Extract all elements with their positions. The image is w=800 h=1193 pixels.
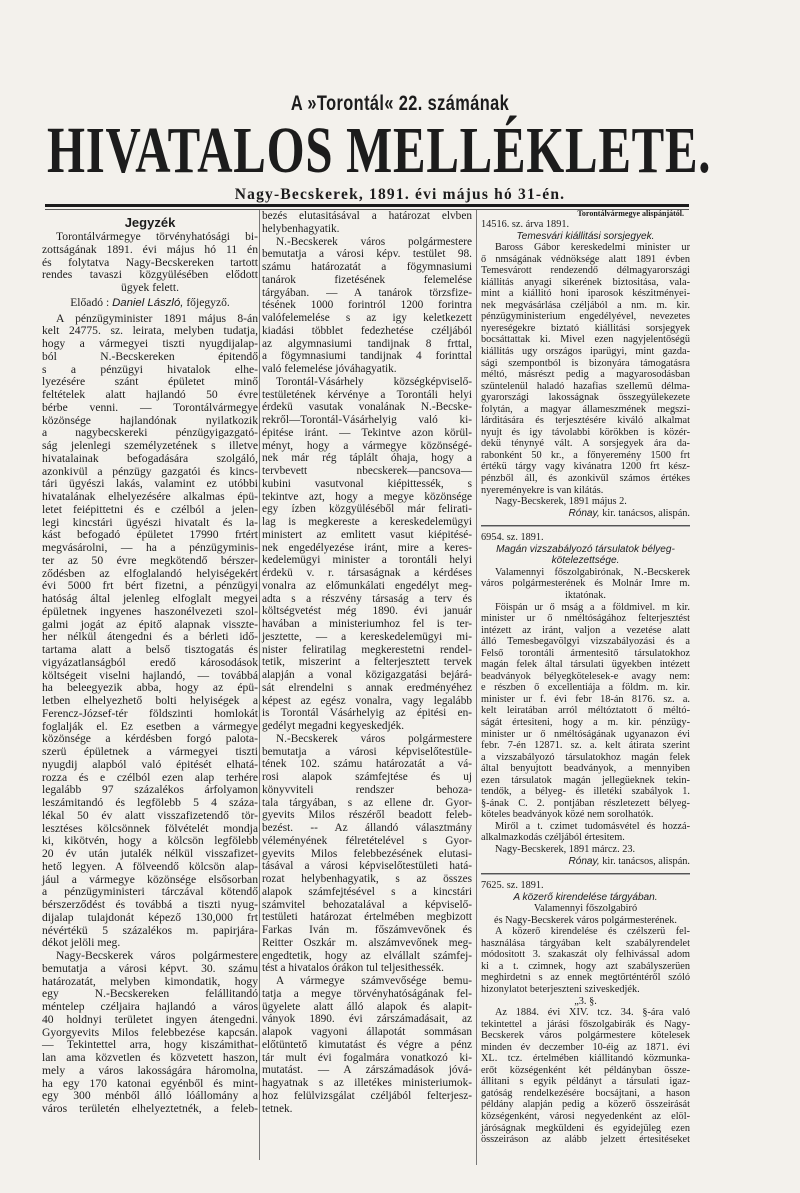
byline <box>42 297 258 310</box>
paragraph <box>42 231 258 295</box>
paragraph-line: is Torontál Vásárhelyig az épitési en- <box>262 707 472 720</box>
paragraph-line: pénzből áll, és azonkivül számos értékes <box>481 473 690 485</box>
paragraph-line: Baross Gábor kereskedelmi minister ur <box>495 242 690 254</box>
paragraph-line: nister feliratilag megkerestetni rendel- <box>262 643 472 656</box>
masthead-dateline: Nagy-Becskerek, 1891. évi május hó 31-én. <box>234 186 566 203</box>
article-title-text: Magán vizszabályozó társulatok bélyeg- <box>496 543 675 555</box>
paragraph-line: álló Temesbegavölgyi vizszabályozási és a <box>481 636 690 648</box>
section-heading: Jegyzék <box>124 215 176 230</box>
paragraph-line: tatja a megye törvényhatóságának fel- <box>262 987 472 1000</box>
paragraph-line: adta s a részvény társaság a terv és <box>262 592 472 605</box>
paragraph-line: lyezésére szánt épületet minő <box>42 375 258 389</box>
paragraph-line: tekintettel a járási főszolgabirák és Nagy- <box>481 1018 690 1030</box>
column-divider <box>476 210 477 1165</box>
column-3 <box>481 208 690 1146</box>
paragraph-line: letben elhelyezhető bolti helyiségek a <box>42 694 258 707</box>
paragraph-line: foglalják el. Ez esetben a vármegye <box>42 719 258 733</box>
paragraph-line: testületének kérvénye a Torontáli helyi <box>262 388 472 401</box>
paragraph-line: 40 holdnyi területet ingyen átengedni. <box>42 1012 258 1026</box>
paragraph <box>262 236 472 376</box>
paragraph-line: pénzügyministerium engedélyével, nevezetes <box>481 311 690 323</box>
paragraph-line: — Tekintettel arra, hogy kiszámithat- <box>42 1038 258 1052</box>
paragraph-line: Torontál-Vásárhely községképviselő- <box>276 375 472 388</box>
masthead-rule <box>45 204 689 207</box>
paragraph-line: Torontálvármegye törvényhatósági bi- <box>56 230 258 243</box>
paragraph-line: sági szempontból is bizonyára támogatásra <box>481 357 690 369</box>
article-title <box>481 544 690 556</box>
paragraph <box>481 602 690 821</box>
masthead-title-wrap <box>47 114 712 187</box>
paragraph-line: és folytatva Nagy-Becskereken tartott <box>42 255 258 269</box>
paragraph-line: bezés elutasitásával a határozat elvben <box>262 210 472 222</box>
paragraph <box>262 210 472 236</box>
paragraph-line: ság jelenlegi személyzetének s illetve <box>42 439 258 452</box>
column-1 <box>42 212 258 1116</box>
paragraph-line: ő nmságának védnöksége alatt 1891 évben <box>481 253 690 265</box>
paragraph-line: nyereségekre biztató kiállitási sorsjegyek <box>481 322 690 334</box>
paragraph-line: lárditására és terjesztésére kiváló alkalmat <box>481 415 690 427</box>
paragraph-line: tésének 1000 forintról 1200 forintra <box>262 299 472 312</box>
paragraph-line: minden év deczember 10-éig az 1871. évi <box>481 1041 690 1053</box>
paragraph-line: lesztéses kölcsönnek fölvételét mondja <box>42 821 258 835</box>
article-title <box>481 231 690 243</box>
paragraph-line: tanárok fizetésének felemelése <box>262 273 472 286</box>
place-date: Nagy-Becskerek, 1891 márcz. 23. <box>495 843 636 855</box>
paragraph-line: hizonylatot beterjeszteni sziveskedjék. <box>481 984 640 995</box>
paragraph-line: alapján a vonal közigazgatási bejárá- <box>262 669 472 681</box>
paragraph-line: e részben ő excellentiája a földm. m. kir. <box>481 682 690 694</box>
paragraph-line: határozatát, melyben kimondatik, hogy <box>42 974 258 988</box>
paragraph-line: állitani s egyik példányt a társulati igaz- <box>481 1076 690 1088</box>
paragraph-line: meghirdetni s az ennek megtörténtéről szóló <box>481 972 690 984</box>
paragraph <box>481 821 690 844</box>
paragraph-line: dekü ténynyé vált. A sorsjegyek ára da- <box>481 438 690 450</box>
paragraph-line: tári ügyészi lakás, valamint ez utóbbi <box>42 477 258 491</box>
paragraph-line: folytán, a magyar állameszmének megszi- <box>481 403 690 415</box>
paragraph-line: összeiráson az alább jelzett értesitéseket <box>481 1134 690 1146</box>
paragraph-line: bemutatja a városi képv. testület 98. <box>262 248 472 261</box>
paragraph-line: város területén elhelyeztetnék, a feleb- <box>42 1102 258 1115</box>
paragraph-line: her nélkül átengedni és a bérleti idő- <box>42 630 258 644</box>
paragraph-line: számu határozatát a fögymnasiumi <box>262 261 472 273</box>
paragraph-line: ha beleegyezik abba, hogy az épü- <box>42 681 258 695</box>
paragraph-line: ezen társulatok magán jellegüeknek tekin- <box>481 774 690 786</box>
paragraph-line: leszámitandó és legfölebb 5 4 száza- <box>42 796 258 809</box>
paragraph-line: Miről a t. czimet tudomásvétel és hozzá- <box>495 820 690 832</box>
person-title: kir. tanácsos, alispán. <box>599 855 690 867</box>
paragraph-line: minister ur ő nméltóságának ugyanazon évi <box>481 728 690 740</box>
paragraph-line: épitése iránt. — Tekintve azon körül- <box>262 426 472 439</box>
paragraph-line: egy N.-Becskereken felállitandó <box>42 987 258 1001</box>
paragraph-line: méntelep czéljaira hajlandó a város <box>42 1000 258 1013</box>
source-label: Torontálvármegye alispánjától. <box>577 209 684 218</box>
paragraph <box>481 926 690 995</box>
paragraph <box>42 313 258 951</box>
paragraph-line: előtüntető kimutatást és végre a pénz <box>262 1038 472 1051</box>
article-title-text: Temesvári kiállitási sorsjegyek. <box>516 230 655 242</box>
paragraph-line: ményt, hogy a vármegye közönségé- <box>262 439 472 452</box>
place-date: Nagy-Becskerek, 1891 május 2. <box>495 496 627 508</box>
paragraph-line: A vármegye számvevősége bemu- <box>276 975 472 987</box>
paragraph-line: közönsége a kérdésben forgó palota- <box>42 732 258 746</box>
masthead-supertitle: A »Torontál« 22. számának <box>290 92 510 115</box>
paragraph <box>481 567 690 602</box>
paragraph-line: köteles beadványok közé nem sorolhatók. <box>481 809 654 821</box>
paragraph-line: a pénzügyministeri tárczával kötendő <box>42 885 258 899</box>
paragraph-line: ságát értesiteni, hogy a m. kir. pénzügy- <box>481 716 690 728</box>
paragraph-line: kelt leiratában arról méltóztatott ő méltó- <box>481 705 690 717</box>
signature <box>481 856 690 868</box>
paragraph-line: mint a kiállitó honi iparosok készitményei- <box>481 288 690 300</box>
centered-line: és Nagy-Becskerek város polgármesterének. <box>494 914 677 926</box>
paragraph-line: ződésben az elfoglalandó helyiségekért <box>42 566 258 580</box>
paragraph-line: példány alapján pedig a közerő összeirását <box>481 1099 690 1111</box>
person-title: főjegyző. <box>183 295 230 309</box>
paragraph-line: tala tárgyában, s az ellene dr. Gyor- <box>262 796 472 809</box>
paragraph-line: A pénzügyminister 1891 május 8-án <box>56 311 258 325</box>
section-divider <box>481 873 690 875</box>
paragraph-line: nyujt és igy távolabbi körökben is közér- <box>481 426 690 438</box>
paragraph-line: §-ának C. 2. pontjában részletezett bélyeg- <box>481 797 690 809</box>
paragraph <box>42 950 258 1116</box>
paragraph-line: bemutatja a városi képvt. 30. számu <box>42 961 258 975</box>
paragraph-line: hogy a vármegyei tiszti nyugdijalap- <box>42 337 258 350</box>
paragraph-line: könyvviteli rendszer behoza- <box>262 783 472 796</box>
paragraph-line: havában a ministeriumhoz fel is ter- <box>262 618 472 630</box>
paragraph-line: kást befogadó épületet 17990 frtért <box>42 528 258 542</box>
centered-line: Valamennyi főszolgabiró <box>533 903 638 915</box>
paragraph-line: Farkas Iván m. főszámvevőnek és <box>262 924 472 936</box>
paragraph-line: lan ama közvetlen és közvetett haszon, <box>42 1051 258 1064</box>
paragraph-line: ügyelete alatt álló alapok és alapit- <box>262 1000 472 1013</box>
paragraph-line: legalább 97 százalékos árfolyamon <box>42 783 258 797</box>
paragraph-line: magán felek által társulati ügyekben intézett <box>481 659 690 671</box>
paragraph-line: kelt 24775. sz. leirata, melyben tudatja, <box>42 324 258 338</box>
paragraph-line: kiállitás ugy országos iparügyi, mint gazda- <box>481 346 690 358</box>
paragraph-line: minister ur ő nméltóságához felterjesztést <box>481 613 690 625</box>
paragraph-line: névértékü 5 százalékos m. papirjára- <box>42 923 258 937</box>
paragraph-line: helybenhagyatik. <box>262 222 340 235</box>
paragraph <box>262 376 472 733</box>
paragraph-line: épületnek ingyenes haszonélvezeti szol- <box>42 604 258 618</box>
paragraph-line: Becskerek város polgármestere kötelesek <box>481 1030 690 1042</box>
paragraph-line: ha egy 170 katonai egyénből és mint- <box>42 1076 258 1090</box>
paragraph-line: rosi alapok számfejtése és uj <box>262 771 472 783</box>
paragraph-line: gatóság rendelkezésére bocsájtani, a hason <box>481 1087 690 1099</box>
paragraph-line: nek engedélyezése iránt, mire a keres- <box>262 541 472 554</box>
paragraph-line: nek már rég táplált óhaja, hogy a <box>262 452 472 465</box>
paragraph-line: sát elrendelni s annak eredményéhez <box>262 681 472 694</box>
paragraph-line: 20 év után jutalék nélkül visszafizet- <box>42 847 258 860</box>
paragraph-line: A közerő kirendelése és czélszerü fel- <box>495 926 690 938</box>
paragraph-line: valófelemelése s az igy keletkezett <box>262 312 472 324</box>
paragraph-line: hivatalainak befogadására szolgáló, <box>42 451 258 465</box>
paragraph-line: gyarországi lakosságnak összegyülekezete <box>481 392 690 404</box>
paragraph-line: képest az egész vonalra, vagy legalább <box>262 694 472 707</box>
paragraph-line: dijalap tulajdonát képező 130,000 frt <box>42 910 258 924</box>
article-title-text: A közerő kirendelése tárgyában. <box>513 891 658 903</box>
paragraph-line: N.-Becskerek város polgármestere <box>276 732 472 745</box>
paragraph-line: költségvetést még 1890. évi január <box>262 605 472 618</box>
paragraph-line: egy 300 ménből álló lóállomány a <box>42 1089 258 1103</box>
paragraph-line: hatóság által jelenleg elfoglalt megyei <box>42 592 258 605</box>
paragraph-line: rozat helybenhagyatik, s az összes <box>262 873 472 885</box>
paragraph-line: az algymnasiumi tandijnak 8 frttal, <box>262 337 472 350</box>
paragraph-line: érdekü vasutak vonalának N.-Becske- <box>262 401 472 414</box>
paragraph-line: való felemelése jóváhagyatik. <box>262 363 397 375</box>
paragraph-line: vigyázatlanságból eredő károsodások <box>42 655 258 669</box>
paragraph-line: legi kincstári ügyészi hivatalt és la- <box>42 515 258 529</box>
paragraph-line: gedélyt megadni kegyeskedjék. <box>262 720 405 732</box>
paragraph-line: szüntelenül haladó hazafias szellemü délma- <box>481 380 690 392</box>
centered-line: „3. §. <box>574 995 597 1007</box>
paragraph-line: a vizszabályozó társulatokhoz magán felek <box>481 751 690 763</box>
paragraph-line: tervbevett nbecskerek—pancsova— <box>262 465 472 477</box>
paragraph-line: engedtetik, hogy az elvállalt számfej- <box>262 949 472 962</box>
paragraph-line: Valamennyi főszolgabirónak, N.-Becskerek <box>495 566 690 578</box>
paragraph-line: véleményének félretételével s Gyor- <box>262 834 472 847</box>
article-title <box>481 892 690 904</box>
paragraph-line: nyugdij alapból való épitését elhatá- <box>42 757 258 771</box>
paragraph-line: nek megvásárlása czéljából a nm. m. kir. <box>481 299 690 311</box>
paragraph-line: a fögymnasiumi tandijnak 4 forinttal <box>262 350 472 363</box>
paragraph-line: febr. 7-én 12871. sz. a. kelt átirata szerint <box>481 740 690 752</box>
paragraph-line: a nagybecskereki pénzügyigazgató- <box>42 426 258 440</box>
reference-number: 14516. sz. árva 1891. <box>481 219 570 230</box>
paragraph-line: lag is megkereste a kereskedelemügyi <box>262 516 472 528</box>
paragraph-line: bérszerződést és továbbá a tiszti nyug- <box>42 898 258 911</box>
person-name: Rónay, <box>568 507 600 519</box>
paragraph-line: tetik, miszerint a felterjesztett tervek <box>262 656 472 669</box>
paragraph-line: ból N.-Becskereken épitendő <box>42 349 258 363</box>
paragraph-line: kiállitás anyagi sikerének biztositása, vala- <box>481 276 690 288</box>
paragraph-line: bérbe venni. — Torontálvármegye <box>42 400 258 414</box>
signature <box>481 508 690 520</box>
paragraph-line: hivatalának elhelyezésére alkalmas épü- <box>42 490 258 503</box>
article-title-text: kötelezettsége. <box>551 555 620 567</box>
paragraph-line: tést a hivatalos órákon tul teljesithessék. <box>262 962 444 975</box>
paragraph-line: Ferencz-József-tér földszinti homlokát <box>42 706 258 720</box>
paragraph <box>262 975 472 1115</box>
paragraph-line: községenként, városi negyedenként az elöl- <box>481 1111 690 1123</box>
paragraph-line: számvitel behozatalával a képviselő- <box>262 898 472 911</box>
person-name: Daniel László, <box>112 296 184 309</box>
paragraph-line: évi 5000 frt bért fizetni, a pénzügyi <box>42 579 258 593</box>
paragraph-line: jesztette, — a kereskedelemügyi mi- <box>262 630 472 643</box>
paragraph-line: s a pénzügyi hivatalok elhe- <box>42 362 258 376</box>
paragraph-line: N.-Becskerek város polgármestere <box>276 235 472 248</box>
paragraph-line: minister ur f. évi febr 18-án 8176. sz. a. <box>481 693 690 705</box>
paragraph-line: által benyujtott beadványok, a mennyiben <box>481 763 690 775</box>
paragraph-line: feltételek alatt hajlandó 50 évre <box>42 388 258 401</box>
paragraph-line: mutatást. — A zárszámadások jóvá- <box>262 1064 472 1077</box>
paragraph-line: hagyatnak s az illetékes ministeriumok- <box>262 1077 472 1089</box>
paragraph-line: testületi határozat értelmében megbizott <box>262 911 472 924</box>
paragraph-line: tekintve azt, hogy a megye közönsége <box>262 490 472 503</box>
paragraph-line: Föispán ur ő mság a a földmivel. m kir. <box>495 601 690 613</box>
paragraph-line: alkalmazkodás czéljából értesitem. <box>481 832 625 844</box>
paragraph-line: ügyek felett. <box>121 281 179 294</box>
paragraph-line: rabonként 50 kr., a főnyeremény 1500 frt <box>481 449 690 461</box>
paragraph-line: gyevits Milos felebbezésének elutasi- <box>262 847 472 860</box>
paragraph-line: gyevits Milos részéről beadott feleb- <box>262 809 472 822</box>
paragraph-line: alapok számfejtésével s a kincstári <box>262 885 472 898</box>
person-title: kir. tanácsos, alispán. <box>599 507 690 519</box>
paragraph-line: alapok vagyoni állapotát sommásan <box>262 1026 472 1038</box>
paragraph-line: méltó, másrészt pedig a magyarosodásban <box>481 369 690 381</box>
paragraph-line: kubini vasutvonal kiépittessék, s <box>262 477 472 490</box>
paragraph-line: Temesvárott rendezendő délmagyarországi <box>481 265 690 277</box>
paragraph-line: rekről—Torontál-Vásárhelyig való ki- <box>262 414 472 426</box>
paragraph-line: Reitter Oszkár m. alszámvevőnek meg- <box>262 936 472 949</box>
paragraph-line: dékot jelöli meg. <box>42 936 121 950</box>
paragraph-line: Felső torontáli ármentesitő társulatokhoz <box>481 647 690 659</box>
paragraph-line: jául a vármegye közönsége elsősorban <box>42 872 258 886</box>
paragraph-line: letet feiépittetni és e czélból a jelen- <box>42 502 258 516</box>
paragraph <box>481 242 690 496</box>
paragraph-line: tetnek. <box>262 1102 293 1115</box>
paragraph-line: iktatónak. <box>565 589 606 601</box>
paragraph-line: lékal 50 év alatt visszafizetendő tör- <box>42 808 258 822</box>
paragraph-line: járóságnak megküldeni és egyidejüleg ezen <box>481 1122 690 1134</box>
person-name: Rónay, <box>568 855 600 867</box>
paragraph-line: galmi jogát az épitő alapnak visszte- <box>42 617 258 631</box>
paragraph-line: tének 102. számu határozatát a vá- <box>262 758 472 771</box>
paragraph-line: város polgármesterének és Molnár Imre m. <box>481 578 690 590</box>
paragraph-line: kiadási többlet fedezhetése czéljából <box>262 324 472 337</box>
paragraph-line: hető legyen. A fölveendő kölcsön alap- <box>42 859 258 873</box>
paragraph-line: ter az 50 évre megkötendő bérszer- <box>42 553 258 567</box>
reference-number: 7625. sz. 1891. <box>481 880 544 892</box>
paragraph-line: ki, kikötvén, hogy a kölcsön legfölebb <box>42 834 258 848</box>
paragraph-line: vonalra az előmunkálati engedélyt meg- <box>262 579 472 592</box>
paragraph-line: érdekü v. r. társaságnak a kérdéses <box>262 567 472 579</box>
paragraph-line: nyereményekre is van kilátás. <box>481 484 604 496</box>
paragraph-line: Nagy-Becskerek város polgármestere <box>56 949 258 962</box>
paragraph-line: hoz felülvizsgálat czéljából felterjesz- <box>262 1089 472 1102</box>
section-divider <box>481 525 690 527</box>
byline-label: Előadó : <box>70 295 113 309</box>
paragraph-line: ványok 1890. évi zárszámadásait, az <box>262 1013 472 1026</box>
paragraph-line: használása tárgyában kelt szabályrendelet <box>481 937 690 949</box>
paragraph-line: szerü épületnek a vármegyei tiszti <box>42 745 258 758</box>
paragraph-line: értékü tárgy vagy kivánatra 1200 frt kész- <box>481 461 690 473</box>
paragraph <box>262 733 472 975</box>
paragraph-line: kedelemügyi minister a torontáli helyi <box>262 554 472 567</box>
article-title <box>481 555 690 567</box>
paragraph-line: ministert az emlitett vasut kiépitésé- <box>262 528 472 541</box>
paragraph-line: tendők, a bélyeg- és illetéki szabályok 1. <box>481 786 690 798</box>
paragraph-line: módositott 3. szakaszát oly felhivással adom <box>481 949 690 961</box>
paragraph-line: intézett az iránt, valjon a vezetése alatt <box>481 624 690 636</box>
masthead-title: HIVATALOS MELLÉKLETE. <box>47 114 712 187</box>
paragraph-line: mely a város lakosságára háromolna, <box>42 1063 258 1077</box>
paragraph-line: XL. tcz. értelmében kiállitandó közmunka- <box>481 1053 690 1065</box>
paragraph-line: bezést. -- Az állandó választmány <box>262 822 472 834</box>
column-2 <box>262 210 472 1115</box>
paragraph-line: azonkivül a pénzügy gazgatói és kincs- <box>42 464 258 478</box>
paragraph-line: tartama alatt a belső tisztogatás és <box>42 643 258 656</box>
paragraph-line: egy ízben közgyüléséből már felirati- <box>262 503 472 516</box>
paragraph-line: tár mult évi fogalmára vonatkozó ki- <box>262 1051 472 1064</box>
column-divider <box>259 210 260 1160</box>
paragraph-line: rendes tavaszi közgyülésében elődott <box>42 268 258 282</box>
paragraph-line: ki a t. czimnek, hogy azt szabályszerüen <box>481 960 690 972</box>
reference-number: 6954. sz. 1891. <box>481 532 544 544</box>
paragraph-line: zottságának 1891. évi május hó 11 én <box>42 242 258 256</box>
paragraph-line: beadványok bélyegkötelesek-e avagy nem: <box>481 670 690 682</box>
paragraph-line: tásával a városi képviselőtestületi hatá- <box>262 860 472 873</box>
paragraph-line: költségeit viselni hajlandó, — továbbá <box>42 668 258 682</box>
paragraph <box>481 1007 690 1146</box>
paragraph-line: erőt községenként két példányban össze- <box>481 1064 690 1076</box>
paragraph-line: tárgyában. — A tanárok törzsfize- <box>262 286 472 299</box>
paragraph-line: rozza és e czélból ezen alap terhére <box>42 770 258 784</box>
paragraph-line: közönsége hajlandónak nyilatkozik <box>42 413 258 427</box>
paragraph-line: bocsáttattak ki. Mivel ezen nagyjelentőségü <box>481 334 690 346</box>
paragraph-line: Gyorgyevits Milos felebbezése kapcsán. <box>42 1025 258 1039</box>
paragraph-line: bemutatja a városi képviselőtestüle- <box>262 745 472 758</box>
paragraph-line: Az 1884. évi XIV. tcz. 34. §-ára való <box>495 1007 690 1019</box>
paragraph-line: megvásárolni, — ha a pénzügyminis- <box>42 541 258 554</box>
